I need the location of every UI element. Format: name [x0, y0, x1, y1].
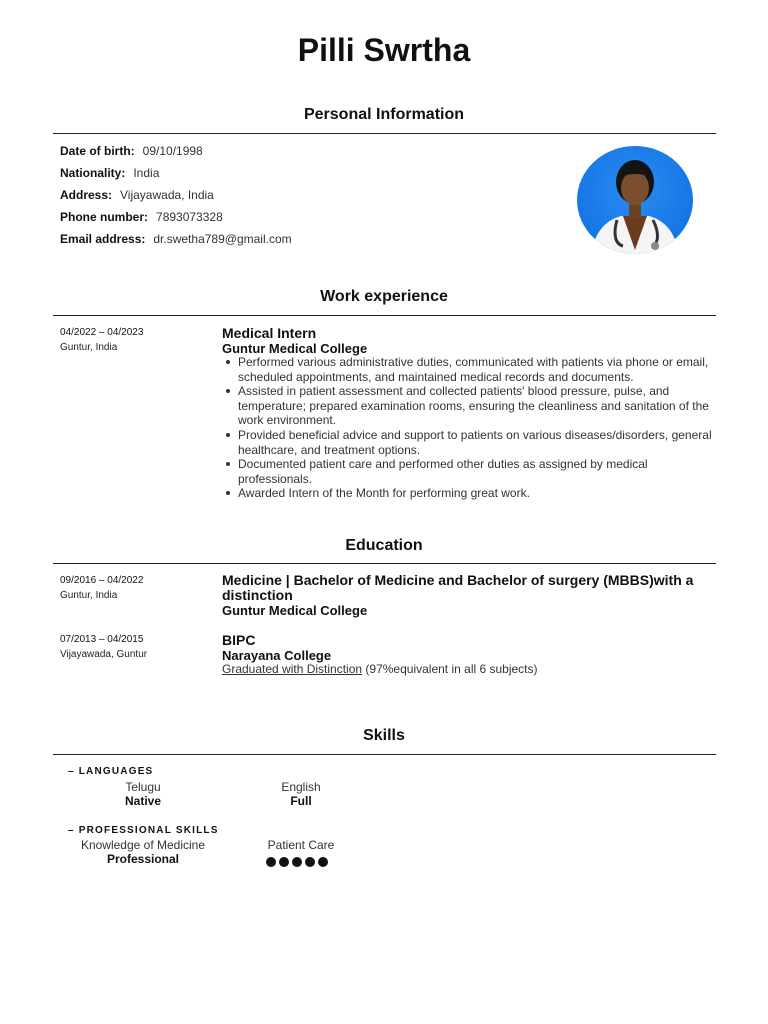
education-organization: Guntur Medical College [222, 603, 368, 618]
field-value: Vijayawada, India [120, 188, 214, 202]
personal-row-email [60, 232, 292, 246]
field-value: 09/10/1998 [142, 144, 203, 158]
education-title: Medicine | Bachelor of Medicine and Bachelor of surgery (MBBS)with a distinction [222, 572, 694, 603]
rating-dot [292, 857, 302, 867]
work-location: Guntur, India [60, 342, 118, 353]
work-organization: Guntur Medical College [222, 341, 368, 356]
skills-category-languages: – LANGUAGES [68, 766, 154, 777]
education-dates: 09/2016 – 04/2022 [60, 575, 144, 586]
personal-row-phone [60, 210, 223, 224]
language-level: Native [124, 794, 162, 808]
work-title: Medical Intern [222, 325, 317, 341]
language-name: English [281, 780, 321, 794]
education-location: Guntur, India [60, 590, 118, 601]
work-bullet: Awarded Intern of the Month for performing great work. [222, 486, 712, 501]
candidate-name: Pilli Swrtha [297, 32, 471, 68]
skills-category-professional: – PROFESSIONAL SKILLS [68, 825, 219, 836]
section-title-personal: Personal Information [303, 106, 465, 123]
profile-photo [577, 146, 693, 254]
skill-level: Professional [106, 852, 180, 866]
section-title-skills: Skills [363, 727, 405, 744]
work-bullet: Assisted in patient assessment and collected patients' blood pressure, pulse, and temperature; prepared examination rooms, ensuring the cleanliness and sanitation of the work environment. [222, 384, 712, 428]
field-value: 7893073328 [156, 210, 223, 224]
section-divider [53, 133, 716, 134]
education-note [222, 662, 538, 676]
skill-rating [266, 857, 328, 867]
field-label: Email address: [60, 232, 146, 246]
profile-photo-illustration [577, 146, 693, 254]
education-note-link[interactable]: Graduated with Distinction [222, 662, 363, 676]
field-label: Date of birth: [60, 144, 135, 158]
work-bullet: Performed various administrative duties, communicated with patients via phone or email, scheduled appointments, and maintained medical records and documents. [222, 355, 712, 384]
rating-dot [305, 857, 315, 867]
rating-dot [266, 857, 276, 867]
section-divider [53, 754, 716, 755]
personal-row-address [60, 188, 214, 202]
rating-dot [318, 857, 328, 867]
education-note-text: (97%equivalent in all 6 subjects) [362, 662, 538, 676]
education-organization: Narayana College [222, 648, 332, 663]
education-location: Vijayawada, Guntur [60, 649, 148, 660]
field-label: Phone number: [60, 210, 149, 224]
section-divider [53, 315, 716, 316]
skill-name: Knowledge of Medicine [80, 838, 206, 852]
section-title-work: Work experience [320, 288, 448, 305]
skill-name: Patient Care [267, 838, 335, 852]
education-dates: 07/2013 – 04/2015 [60, 634, 144, 645]
work-bullet-list [222, 355, 712, 501]
language-level: Full [290, 794, 312, 808]
education-title: BIPC [222, 632, 256, 648]
section-title-education: Education [345, 537, 423, 554]
personal-row-nationality [60, 166, 159, 180]
language-name: Telugu [125, 780, 161, 794]
field-label: Nationality: [60, 166, 126, 180]
field-value[interactable]: dr.swetha789@gmail.com [153, 232, 292, 246]
field-label: Address: [60, 188, 113, 202]
work-bullet: Provided beneficial advice and support to patients on various diseases/disorders, general healthcare, and treatment options. [222, 428, 712, 457]
personal-row-dob [60, 144, 203, 158]
rating-dot [279, 857, 289, 867]
section-divider [53, 563, 716, 564]
work-dates: 04/2022 – 04/2023 [60, 327, 144, 338]
work-bullet: Documented patient care and performed other duties as assigned by medical professionals. [222, 457, 712, 486]
field-value: India [133, 166, 160, 180]
